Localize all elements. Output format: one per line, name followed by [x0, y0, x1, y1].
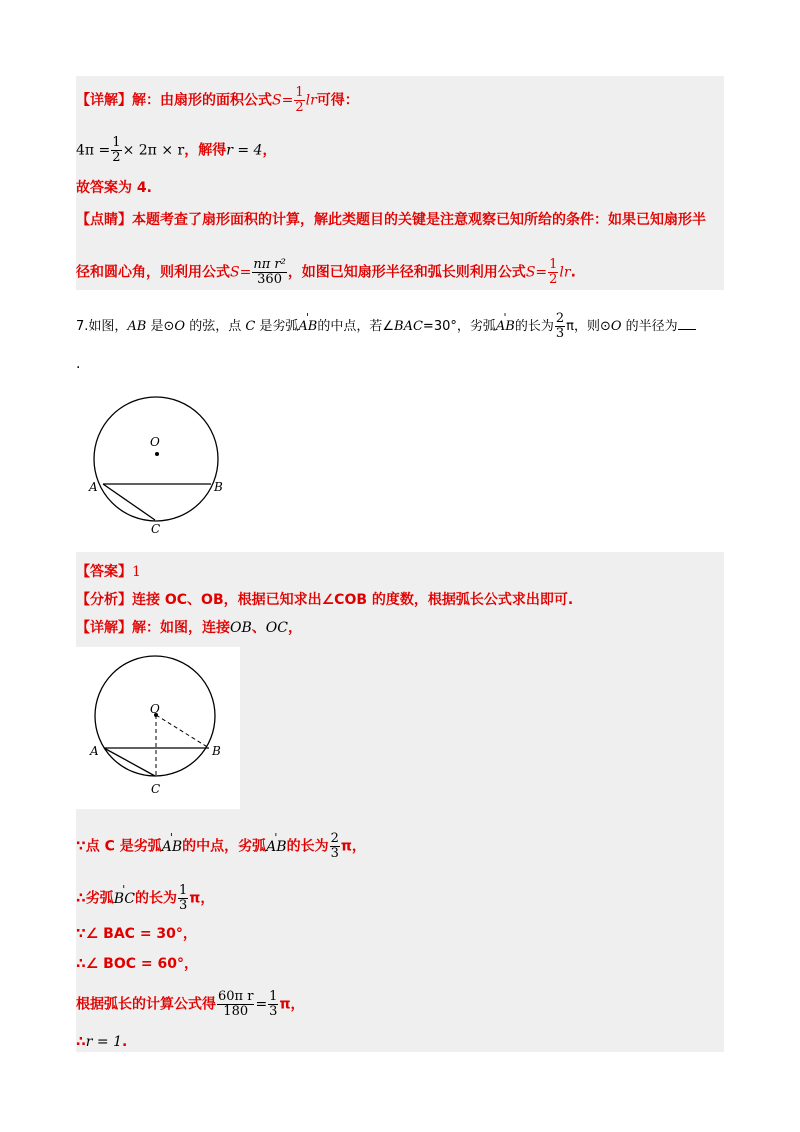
detail-tag: 【详解】: [76, 92, 132, 109]
fraction-num: 1: [295, 85, 304, 100]
comment-tag: 【点睛】: [76, 212, 132, 228]
step-3: ∵∠ BAC = 30°，: [76, 926, 197, 942]
label-O-2: O: [150, 702, 160, 716]
answer-tag-line: 【答案】1: [76, 564, 141, 580]
step-4: ∴∠ BOC = 60°，: [76, 956, 198, 972]
detail-tail: 可得：: [316, 92, 359, 109]
answer-line: 故答案为 4.: [76, 180, 152, 196]
label-C: C: [151, 522, 161, 536]
fraction-sector: $\frac{\text{nπ r²}}{360}$: [253, 257, 286, 287]
fraction-two-thirds: $\frac{2}{3}$: [555, 311, 565, 341]
circle-1: [94, 397, 218, 521]
eq-solve: ，解得: [184, 142, 227, 159]
arc-BC: ' BC: [114, 889, 135, 909]
arc-AB: ' AB: [298, 317, 317, 337]
answer-value: 1: [132, 564, 141, 580]
eq-r-value: r = 4: [226, 142, 263, 159]
fraction-half-3: $\frac{1}{2}$: [549, 257, 558, 287]
label-C-2: C: [151, 782, 161, 796]
label-O: O: [150, 435, 160, 449]
figure-2: [76, 647, 240, 809]
step-5: 根据弧长的计算公式得 $\frac{\text{60π r}}{180}$ = $\frac{1}{3}$ π，: [76, 989, 305, 1019]
math-eq: =: [281, 92, 294, 109]
step-6: ∴r = 1.: [76, 1034, 128, 1050]
math-lr: lr: [305, 92, 317, 109]
label-B: B: [214, 480, 223, 494]
fraction-half: [294, 86, 304, 115]
step-1: ∵点 C 是劣弧' AB的中点，劣弧' AB的长为 $\frac{2}{3}$ π，: [76, 832, 366, 861]
equation-line: 4π = $\frac{1}{2}$ × 2π × r，解得r = 4，: [76, 135, 277, 165]
center-dot: [155, 452, 159, 456]
label-A: A: [89, 480, 98, 494]
detail-text: 解：由扇形的面积公式: [132, 92, 272, 109]
label-A-2: A: [90, 744, 99, 758]
eq-rhs: × 2π × r: [122, 142, 185, 159]
answer-blank: [678, 315, 696, 330]
detail-line-1: [76, 86, 359, 115]
question-7: 7.如图，AB 是⊙O 的弦，点 C 是劣弧' AB的中点，若∠BAC=30°，劣弧' AB的长为 $\frac{2}{3}$ π，则⊙O 的半径为: [76, 312, 696, 341]
eq-lhs: 4π =: [76, 142, 111, 159]
step-2: ∴劣弧' BC的长为 $\frac{1}{3}$ π，: [76, 884, 214, 913]
fraction-den: 2: [295, 100, 304, 115]
comment-line-2: 径和圆心角，则利用公式S= $\frac{\text{nπ r²}}{360}$ ，如图已知扇形半径和弧长则利用公式S= $\frac{1}{2}$ lr.: [76, 257, 576, 287]
comment-text: 本题考查了扇形面积的计算，解此类题目的关键是注意观察已知所给的条件：如果已知扇形半: [132, 212, 706, 228]
fraction-half-2: $\frac{1}{2}$: [112, 135, 121, 165]
comment-line-1: [76, 210, 706, 230]
question-dot: .: [76, 356, 81, 372]
label-B-2: B: [212, 744, 221, 758]
figure-1: [80, 382, 240, 538]
detail-line-2: 【详解】解：如图，连接OB、OC，: [76, 620, 302, 636]
math-S: S: [272, 92, 282, 109]
analysis-line: 【分析】连接 OC、OB，根据已知求出∠COB 的度数，根据弧长公式求出即可.: [76, 592, 574, 608]
